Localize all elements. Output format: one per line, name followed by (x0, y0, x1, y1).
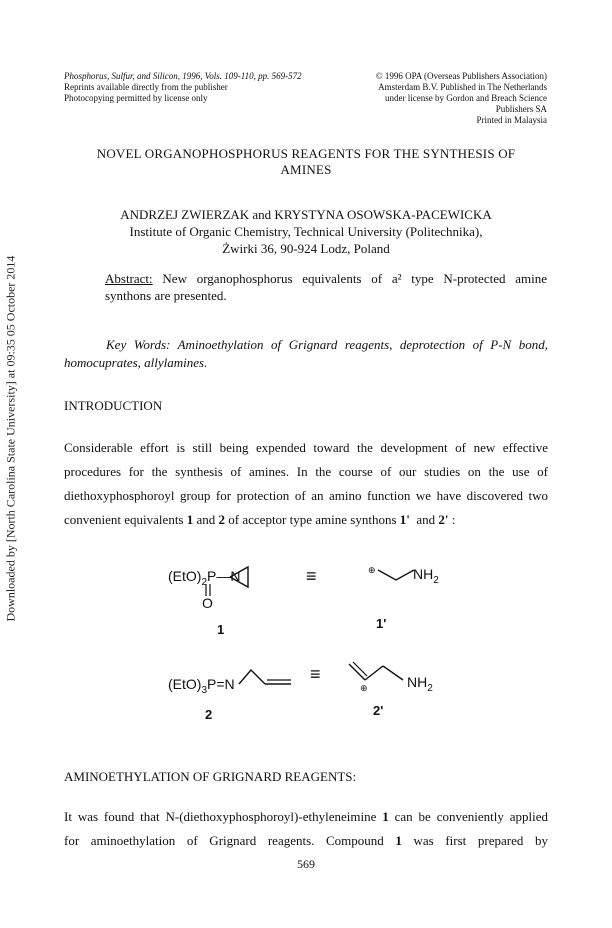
reaction-scheme (0, 550, 612, 730)
synthon-1p-amine (413, 566, 439, 586)
intro-line-4-text-c: of acceptor type amine synthons (225, 512, 400, 527)
abstract (105, 270, 547, 304)
synthon-ref-1p: 1' (399, 512, 410, 527)
compound-ref-1-body-2: 1 (395, 833, 402, 848)
download-watermark: Downloaded by [North Carolina State University] at 09:35 05 October 2014 (3, 255, 18, 622)
allyl-chain-icon (237, 664, 293, 692)
intro-line-4-text-e: : (448, 512, 456, 527)
compound-1-formula-a: (EtO) (168, 568, 202, 584)
equivalence-symbol-1: ≡ (306, 566, 317, 586)
synthon-2p-label: 2' (373, 703, 384, 718)
synthon-2p-amine (407, 674, 433, 694)
intro-line-4-text-b: and (193, 512, 219, 527)
compound-2-label: 2 (205, 707, 213, 722)
equivalence-symbol-2: ≡ (310, 664, 321, 684)
publisher-name: Publishers SA (495, 104, 547, 114)
synthon-ref-2p: 2' (438, 512, 449, 527)
allyl-cation-icon (345, 658, 415, 688)
intro-line-4-text-a: convenient equivalents (64, 512, 187, 527)
section-2-line-1-a: It was found that N-(diethoxyphosphoroyl)-ethyleneimine (64, 809, 383, 824)
title-line-1: NOVEL ORGANOPHOSPHORUS REAGENTS FOR THE SYNTHESIS OF (96, 146, 516, 161)
compound-2-formula-b: P=N (207, 676, 235, 692)
section-2-body (64, 805, 548, 853)
keywords (64, 336, 548, 372)
synthon-1p-amine-sub: 2 (433, 574, 439, 586)
section-2-line-1 (64, 805, 548, 829)
affiliation: Institute of Organic Chemistry, Technical University (Politechnika), (129, 224, 483, 239)
intro-line-4 (64, 508, 548, 532)
synthon-2p-amine-text: NH (407, 674, 428, 690)
cation-charge-2: ⊕ (360, 683, 368, 693)
journal-citation: Phosphorus, Sulfur, and Silicon, 1996, Vols. 109-110, pp. 569-572 (64, 71, 302, 81)
ethyl-chain-icon (376, 564, 418, 584)
license-line: under license by Gordon and Breach Science (385, 93, 547, 103)
introduction-body (64, 436, 548, 532)
synthon-2p-amine-sub: 2 (427, 682, 433, 694)
publisher-line: Amsterdam B.V. Published in The Netherlands (378, 82, 547, 92)
compound-ref-1: 1 (186, 512, 194, 527)
photocopy-note: Photocopying permitted by license only (64, 93, 208, 103)
compound-ref-2: 2 (218, 512, 226, 527)
intro-line-4-text-d: and (409, 512, 439, 527)
author-block (64, 206, 548, 257)
reprints-note: Reprints available directly from the publisher (64, 82, 228, 92)
abstract-text-1: New organophosphorus equivalents of a² type N-protected amine (152, 271, 547, 286)
intro-line-1: Considerable effort is still being expended toward the development of new effective (64, 440, 548, 455)
cation-charge-1: ⊕ (368, 565, 376, 575)
abstract-line-2: synthons are presented. (105, 288, 227, 303)
copyright-line: © 1996 OPA (Overseas Publishers Association) (375, 71, 547, 81)
compound-2-formula-a: (EtO) (168, 676, 202, 692)
synthon-1p-amine-text: NH (413, 566, 434, 582)
keywords-line-1: Key Words: Aminoethylation of Grignard reagents, deprotection of P-N bond, (106, 337, 548, 352)
compound-ref-1-body: 1 (382, 809, 389, 824)
synthon-1p-label: 1' (376, 616, 387, 631)
keywords-line-2: homocuprates, allylamines. (64, 355, 208, 370)
author-names: ANDRZEJ ZWIERZAK and KRYSTYNA OSOWSKA-PACEWICKA (120, 207, 492, 222)
journal-header-left (64, 71, 364, 104)
section-heading-aminoethylation: AMINOETHYLATION OF GRIGNARD REAGENTS: (64, 769, 357, 784)
abstract-label: Abstract: (105, 271, 153, 286)
address: Żwirki 36, 90-924 Lodz, Poland (222, 241, 390, 256)
journal-header-right (330, 71, 547, 126)
title-line-2: AMINES (280, 162, 332, 177)
paper-title (64, 146, 548, 178)
introduction-heading: INTRODUCTION (64, 398, 163, 413)
intro-line-2: procedures for the synthesis of amines. In the course of our studies on the use of (64, 464, 548, 479)
compound-2-formula (168, 676, 235, 696)
section-2-line-2-a: for aminoethylation of Grignard reagents. Compound (64, 833, 396, 848)
compound-1-formula-sub: 2 (201, 576, 208, 588)
compound-1-formula-b: P—N (207, 568, 241, 584)
intro-line-3: diethoxyphosphoroyl group for protection of an amino function we have discovered two (64, 488, 548, 503)
compound-1-label: 1 (217, 622, 225, 637)
section-2-line-2 (64, 829, 548, 853)
compound-2-formula-sub: 3 (201, 684, 208, 696)
section-2-line-1-b: can be conveniently applied (388, 809, 548, 824)
page-number: 569 (297, 857, 315, 871)
abstract-line-1 (105, 270, 547, 287)
compound-1-oxygen: O (202, 595, 213, 611)
aziridine-ring-icon (228, 565, 250, 589)
printed-in: Printed in Malaysia (476, 115, 547, 125)
section-2-line-2-b: was first prepared by (401, 833, 548, 848)
